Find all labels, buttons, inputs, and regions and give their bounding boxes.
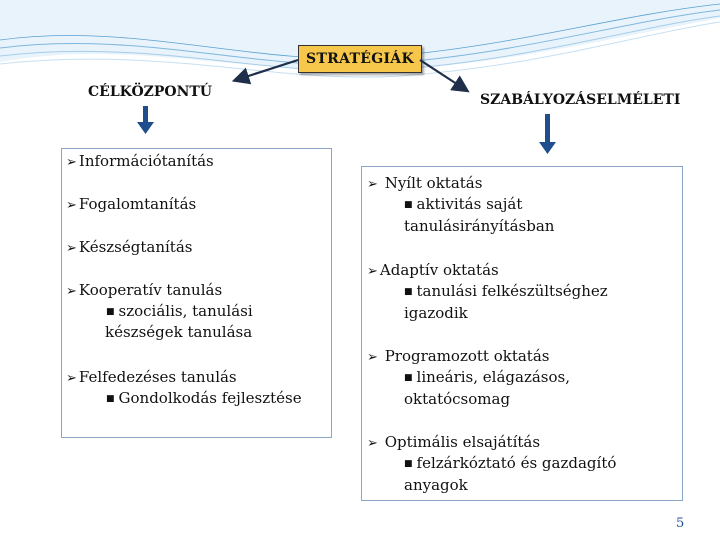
down-arrow-left (137, 106, 154, 134)
list-item: ➢ Kooperatív tanulás (66, 281, 223, 299)
square-bullet-icon: ■ (106, 394, 115, 404)
sub-item: ■ felzárkóztató és gazdagító (404, 454, 617, 472)
sub-item: ■ aktivitás saját (404, 195, 523, 213)
arrow-bullet-icon: ➢ (66, 155, 77, 170)
left-branch-label: CÉLKÖZPONTÚ (88, 84, 213, 100)
list-item: ➢ Nyílt oktatás (367, 174, 483, 192)
sub-item: ■ tanulási felkészültséghez (404, 282, 608, 300)
list-item: ➢ Információtanítás (66, 152, 214, 170)
sub-item: ■ szociális, tanulási (106, 302, 253, 320)
list-item: ➢ Készségtanítás (66, 238, 193, 256)
list-item: ➢ Programozott oktatás (367, 347, 550, 365)
list-item: ➢ Adaptív oktatás (367, 261, 499, 279)
square-bullet-icon: ■ (404, 200, 413, 210)
right-branch-label: SZABÁLYOZÁSELMÉLETI (480, 92, 681, 108)
square-bullet-icon: ■ (404, 459, 413, 469)
arrow-bullet-icon: ➢ (367, 436, 378, 451)
down-arrow-right (539, 114, 556, 154)
square-bullet-icon: ■ (106, 307, 115, 317)
square-bullet-icon: ■ (404, 287, 413, 297)
sub-item: ■ Gondolkodás fejlesztése (106, 389, 302, 407)
page-number: 5 (676, 516, 685, 531)
list-item: ➢ Optimális elsajátítás (367, 433, 541, 451)
arrow-bullet-icon: ➢ (66, 241, 77, 256)
sub-item-cont: oktatócsomag (404, 390, 511, 408)
arrow-bullet-icon: ➢ (66, 371, 77, 386)
list-item: ➢ Fogalomtanítás (66, 195, 197, 213)
sub-item-cont: készségek tanulása (105, 323, 253, 341)
list-item: ➢ Felfedezéses tanulás (66, 368, 237, 386)
arrow-bullet-icon: ➢ (66, 284, 77, 299)
square-bullet-icon: ■ (404, 373, 413, 383)
sub-item-cont: igazodik (404, 304, 468, 322)
arrow-bullet-icon: ➢ (367, 264, 378, 279)
sub-item-cont: anyagok (404, 476, 468, 494)
sub-item-cont: tanulásirányításban (404, 217, 555, 235)
title-box: STRATÉGIÁK (298, 45, 422, 73)
arrow-bullet-icon: ➢ (66, 198, 77, 213)
arrow-bullet-icon: ➢ (367, 350, 378, 365)
arrow-bullet-icon: ➢ (367, 177, 378, 192)
sub-item: ■ lineáris, elágazásos, (404, 368, 570, 386)
